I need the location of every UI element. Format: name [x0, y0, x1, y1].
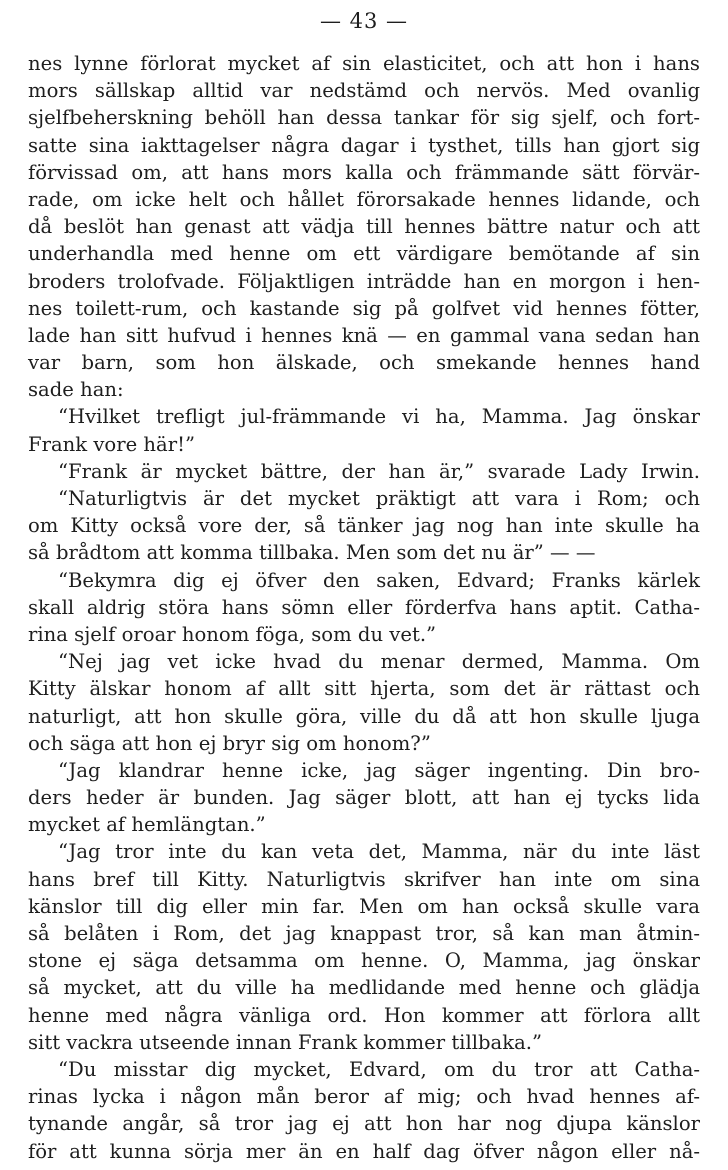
text-line: rina sjelf oroar honom föga, som du vet.”: [28, 622, 437, 646]
text-line: “Hvilket trefligt jul-främmande vi ha, Mamma. Jag önskar: [58, 405, 700, 429]
text-line: “Jag klandrar henne icke, jag säger ingenting. Din bro-: [58, 758, 700, 782]
body-text: [28, 50, 700, 1165]
text-line: Frank vore här!”: [28, 432, 195, 456]
text-line: broders trolofvade. Följaktligen inträdde han en morgon i hen-: [28, 269, 700, 293]
text-line: sjelfbeherskning behöll han dessa tankar för sig sjelf, och fort-: [28, 106, 700, 130]
text-line: “Nej jag vet icke hvad du menar dermed, Mamma. Om: [58, 650, 700, 674]
text-line: sade han:: [28, 378, 124, 402]
text-line: rade, om icke helt och hållet förorsakade hennes lidande, och: [28, 187, 700, 211]
text-line: “Du misstar dig mycket, Edvard, om du tror att Catha-: [58, 1057, 700, 1081]
text-line: och säga att hon ej bryr sig om honom?”: [28, 731, 431, 755]
page-number-header: — 43 —: [319, 9, 409, 33]
text-line: sitt vackra utseende innan Frank kommer tillbaka.”: [28, 1030, 543, 1054]
text-line: “Bekymra dig ej öfver den saken, Edvard; Franks kärlek: [58, 568, 700, 592]
text-line: lade han sitt hufvud i hennes knä — en gammal vana sedan han: [28, 323, 700, 347]
text-line: “Frank är mycket bättre, der han är,” svarade Lady Irwin.: [58, 459, 700, 483]
text-line: Kitty älskar honom af allt sitt hjerta, som det är rättast och: [28, 677, 700, 701]
text-line: nes lynne förlorat mycket af sin elasticitet, och att hon i hans: [28, 52, 700, 75]
text-line: henne med några vänliga ord. Hon kommer att förlora allt: [28, 1003, 700, 1027]
text-line: så mycket, att du ville ha medlidande med henne och glädja: [28, 976, 700, 1000]
text-line: rinas lycka i någon mån beror af mig; och hvad hennes af-: [28, 1085, 700, 1109]
text-line: “Jag tror inte du kan veta det, Mamma, när du inte läst: [58, 840, 700, 864]
text-line: ders heder är bunden. Jag säger blott, att han ej tycks lida: [28, 786, 700, 810]
text-line: satte sina iakttagelser några dagar i tysthet, tills han gjort sig: [28, 133, 700, 157]
text-line: känslor till dig eller min far. Men om han också skulle vara: [28, 894, 700, 918]
text-line: naturligt, att hon skulle göra, ville du då att hon skulle ljuga: [28, 704, 700, 728]
text-line: “Naturligtvis är det mycket präktigt att vara i Rom; och: [58, 487, 700, 510]
text-line: hans bref till Kitty. Naturligtvis skrifver han inte om sina: [28, 867, 700, 891]
text-line: mycket af hemlängtan.”: [28, 813, 266, 837]
text-line: så brådtom att komma tillbaka. Men som det nu är” — —: [28, 541, 596, 565]
text-line: mors sällskap alltid var nedstämd och nervös. Med ovanlig: [28, 79, 700, 103]
text-line: så belåten i Rom, det jag knappast tror, så kan man åtmin-: [28, 922, 700, 945]
text-line: om Kitty också vore der, så tänker jag nog han inte skulle ha: [28, 514, 700, 538]
text-line: var barn, som hon älskade, och smekande hennes hand: [28, 351, 700, 375]
text-line: underhandla med henne om ett värdigare bemötande af sin: [28, 242, 700, 266]
text-line: tynande angår, så tror jag ej att hon har nog djupa känslor: [28, 1112, 700, 1136]
text-line: nes toilett-rum, och kastande sig på golfvet vid hennes fötter,: [28, 296, 700, 320]
text-line: förvissad om, att hans mors kalla och främmande sätt förvär-: [28, 160, 700, 184]
text-line: skall aldrig störa hans sömn eller förderfva hans aptit. Catha-: [28, 595, 700, 619]
text-line: för att kunna sörja mer än en half dag öfver någon eller nå-: [28, 1139, 700, 1163]
text-line: stone ej säga detsamma om henne. O, Mamma, jag önskar: [28, 949, 700, 973]
text-line: då beslöt han genast att vädja till hennes bättre natur och att: [28, 215, 700, 239]
